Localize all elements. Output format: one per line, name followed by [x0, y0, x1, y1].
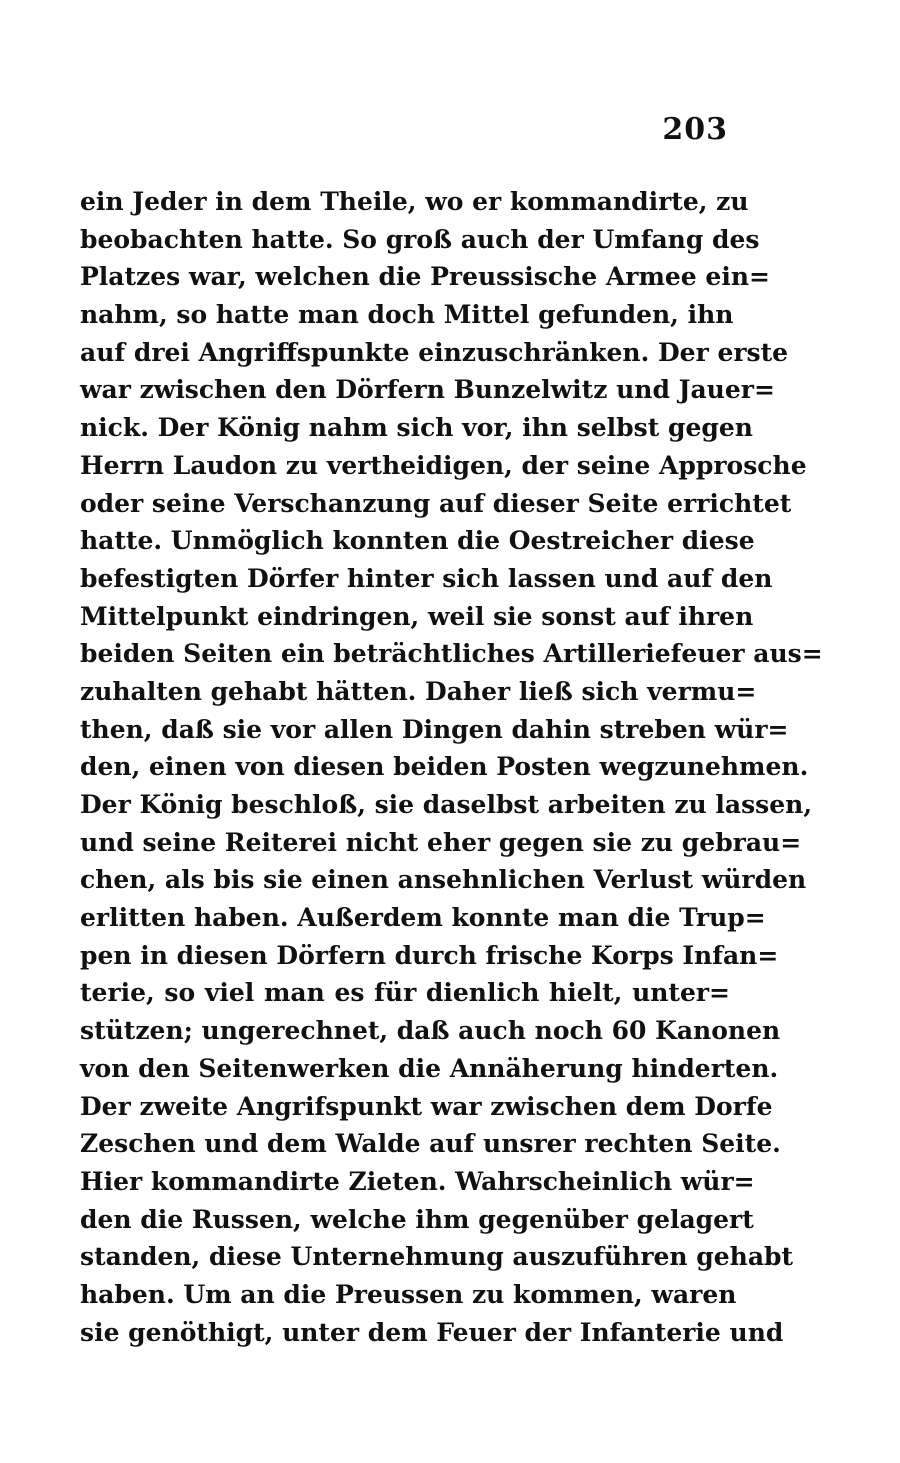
- text-line: Platzes war, welchen die Preussische Armee ein=: [80, 262, 770, 292]
- text-line: beiden Seiten ein beträchtliches Artilleriefeuer aus=: [80, 639, 823, 669]
- text-line: den die Russen, welche ihm gegenüber gelagert: [80, 1204, 754, 1234]
- text-line: chen, als bis sie einen ansehnlichen Verlust würden: [80, 865, 807, 895]
- text-line: von den Seitenwerken die Annäherung hinderten.: [80, 1053, 779, 1083]
- text-line: haben. Um an die Preussen zu kommen, waren: [80, 1279, 737, 1309]
- text-line: then, daß sie vor allen Dingen dahin streben wür=: [80, 714, 789, 744]
- text-line: oder seine Verschanzung auf dieser Seite errichtet: [80, 488, 792, 518]
- text-line: Der König beschloß, sie daselbst arbeiten zu lassen,: [80, 790, 813, 819]
- text-line: beobachten hatte. So groß auch der Umfang des: [80, 224, 760, 254]
- text-line: ein Jeder in dem Theile, wo er kommandirte, zu: [80, 187, 749, 216]
- text-line: Hier kommandirte Zieten. Wahrscheinlich wür=: [80, 1166, 755, 1196]
- text-line: pen in diesen Dörfern durch frische Korps Infan=: [80, 940, 779, 970]
- text-line: befestigten Dörfer hinter sich lassen und auf den: [80, 563, 773, 593]
- text-line: den, einen von diesen beiden Posten wegzunehmen.: [80, 752, 809, 782]
- text-line: Der zweite Angrifspunkt war zwischen dem Dorfe: [80, 1091, 773, 1121]
- text-line: Zeschen und dem Walde auf unsrer rechten Seite.: [80, 1129, 781, 1159]
- text-line: sie genöthigt, unter dem Feuer der Infanterie und: [80, 1317, 784, 1347]
- text-line: war zwischen den Dörfern Bunzelwitz und Jauer=: [80, 375, 775, 405]
- text-line: stützen; ungerechnet, daß auch noch 60 Kanonen: [80, 1016, 781, 1046]
- text-line: nick. Der König nahm sich vor, ihn selbst gegen: [80, 413, 753, 443]
- text-line: nahm, so hatte man doch Mittel gefunden, ihn: [80, 300, 734, 330]
- text-line: terie, so viel man es für dienlich hielt, unter=: [80, 978, 730, 1008]
- text-line: erlitten haben. Außerdem konnte man die Trup=: [80, 903, 766, 933]
- text-line: auf drei Angriffspunkte einzuschränken. Der erste: [80, 337, 789, 367]
- text-line: Herrn Laudon zu vertheidigen, der seine Approsche: [80, 450, 807, 480]
- text-line: und seine Reiterei nicht eher gegen sie zu gebrau=: [80, 827, 802, 857]
- page-number: 203: [662, 112, 728, 147]
- text-line: standen, diese Unternehmung auszuführen gehabt: [80, 1242, 794, 1272]
- body-text: [80, 183, 823, 1351]
- text-line: zuhalten gehabt hätten. Daher ließ sich vermu=: [80, 676, 757, 706]
- text-line: Mittelpunkt eindringen, weil sie sonst auf ihren: [80, 601, 754, 631]
- text-line: hatte. Unmöglich konnten die Oestreicher diese: [80, 526, 755, 556]
